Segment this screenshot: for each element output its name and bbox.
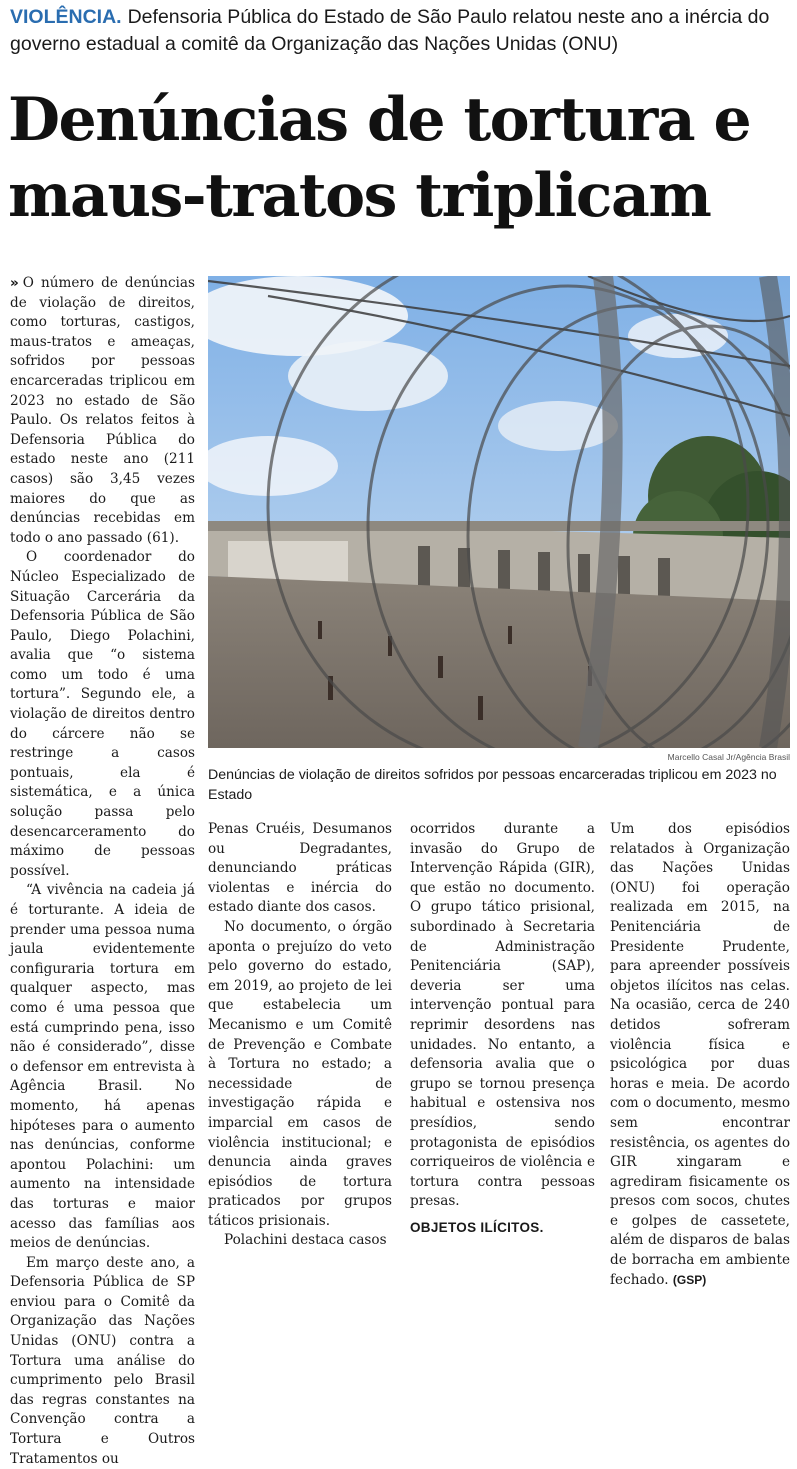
paragraph: O coordenador do Núcleo Especializado de Situação Carcerária da Defensoria Pública de São Paulo, Diego Polachini, avalia que “o sistema como um todo é uma tortura”. Segundo ele, a violação de direitos dentro do cárcere não se restringe a casos pontuais, ela é sistemática, e a única solução passa pelo desencarceramento do máximo de pessoas possível. [10, 549, 195, 879]
paragraph: ocorridos durante a invasão do Grupo de Intervenção Rápida (GIR), que estão no documento. O grupo tático prisional, subordinado à Secretaria de Administração Penitenciária (SAP), deveria ser uma intervenção pontual para reprimir desordens nas unidades. No entanto, a defensoria avalia que o grupo se tornou presença habitual e ostensiva nos presídios, sendo protagonista de episódios corriqueiros de violência e tortura contra pessoas presas. [410, 821, 595, 1210]
section-tag: VIOLÊNCIA. [10, 6, 122, 28]
article-column-2 [208, 820, 392, 1251]
article-photo [208, 276, 790, 748]
article-column-4 [610, 820, 790, 1290]
kicker [10, 4, 790, 58]
author-signature: (GSP) [672, 1272, 707, 1287]
paragraph: Em março deste ano, a Defensoria Pública de SP enviou para o Comitê da Organização das Nações Unidas (ONU) contra a Tortura uma análise do cumprimento pelo Brasil das regras constantes na Convenção contra a Tortura e Outros Tratamentos ou [10, 1254, 195, 1467]
subhead: OBJETOS ILÍCITOS. [410, 1219, 544, 1235]
paragraph: No documento, o órgão aponta o prejuízo do veto pelo governo do estado, em 2019, ao projeto de lei que estabelecia um Mecanismo e um Comitê de Prevenção e Combate à Tortura no estado; a necessidade de investigação rápida e imparcial em casos de violência institucional; e denuncia ainda graves episódios de tortura praticados por grupos táticos prisionais. [208, 918, 392, 1229]
paragraph-text: Um dos episódios relatados à Organização das Nações Unidas (ONU) foi operação realizada em 2015, na Penitenciária de Presidente Prudente, para apreender possíveis objetos ilícitos nas celas. Na ocasião, cerca de 240 detidos sofreram violência física e psicológica por duas horas e meia. De acordo com o documento, mesmo sem encontrar resistência, os agentes do GIR xingaram e agrediram fisicamente os presos com socos, chutes e golpes de cassetete, além de disparos de balas de borracha em ambiente fechado. [610, 821, 790, 1288]
headline: Denúncias de tortura e maus-tratos triplicam [8, 85, 751, 231]
paragraph: Polachini destaca casos [224, 1232, 387, 1249]
paragraph: Penas Cruéis, Desumanos ou Degradantes, denunciando práticas violentas e inércia do estado diante dos casos. [208, 821, 392, 916]
paragraph [10, 274, 195, 548]
kicker-text: Defensoria Pública do Estado de São Paulo relatou neste ano a inércia do governo estadual a comitê da Organização das Nações Unidas (ONU) [10, 6, 770, 55]
prison-yard-photo [208, 276, 790, 748]
paragraph: “A vivência na cadeia já é torturante. A ideia de prender uma pessoa numa jaula evidentemente configuraria tortura em qualquer aspecto, mas como é uma pessoa que está cumprindo pena, isso não é considerado”, disse o defensor em entrevista à Agência Brasil. No momento, há apenas hipóteses para o aumento nas denúncias, conforme apontou Polachini: um aumento na intensidade das torturas e maior acesso das famílias aos meios de denúncias. [10, 882, 195, 1252]
article-column-3 [410, 820, 595, 1237]
paragraph-marker-icon: » [10, 275, 19, 291]
paragraph-text: O número de denúncias de violação de direitos, como torturas, castigos, maus-tratos e ameaças, sofridos por pessoas encarceradas triplicou em 2023 no estado de São Paulo. Os relatos feitos à Defensoria Pública do estado neste ano (211 casos) são 3,45 vezes maiores do que as denúncias recebidas em todo o ano passado (61). [10, 275, 195, 546]
paragraph [610, 820, 790, 1290]
photo-credit: Marcello Casal Jr/Agência Brasil [667, 752, 790, 762]
photo-caption: Denúncias de violação de direitos sofridos por pessoas encarceradas triplicou em 2023 no Estado [208, 767, 777, 803]
article-column-1 [10, 274, 195, 1469]
